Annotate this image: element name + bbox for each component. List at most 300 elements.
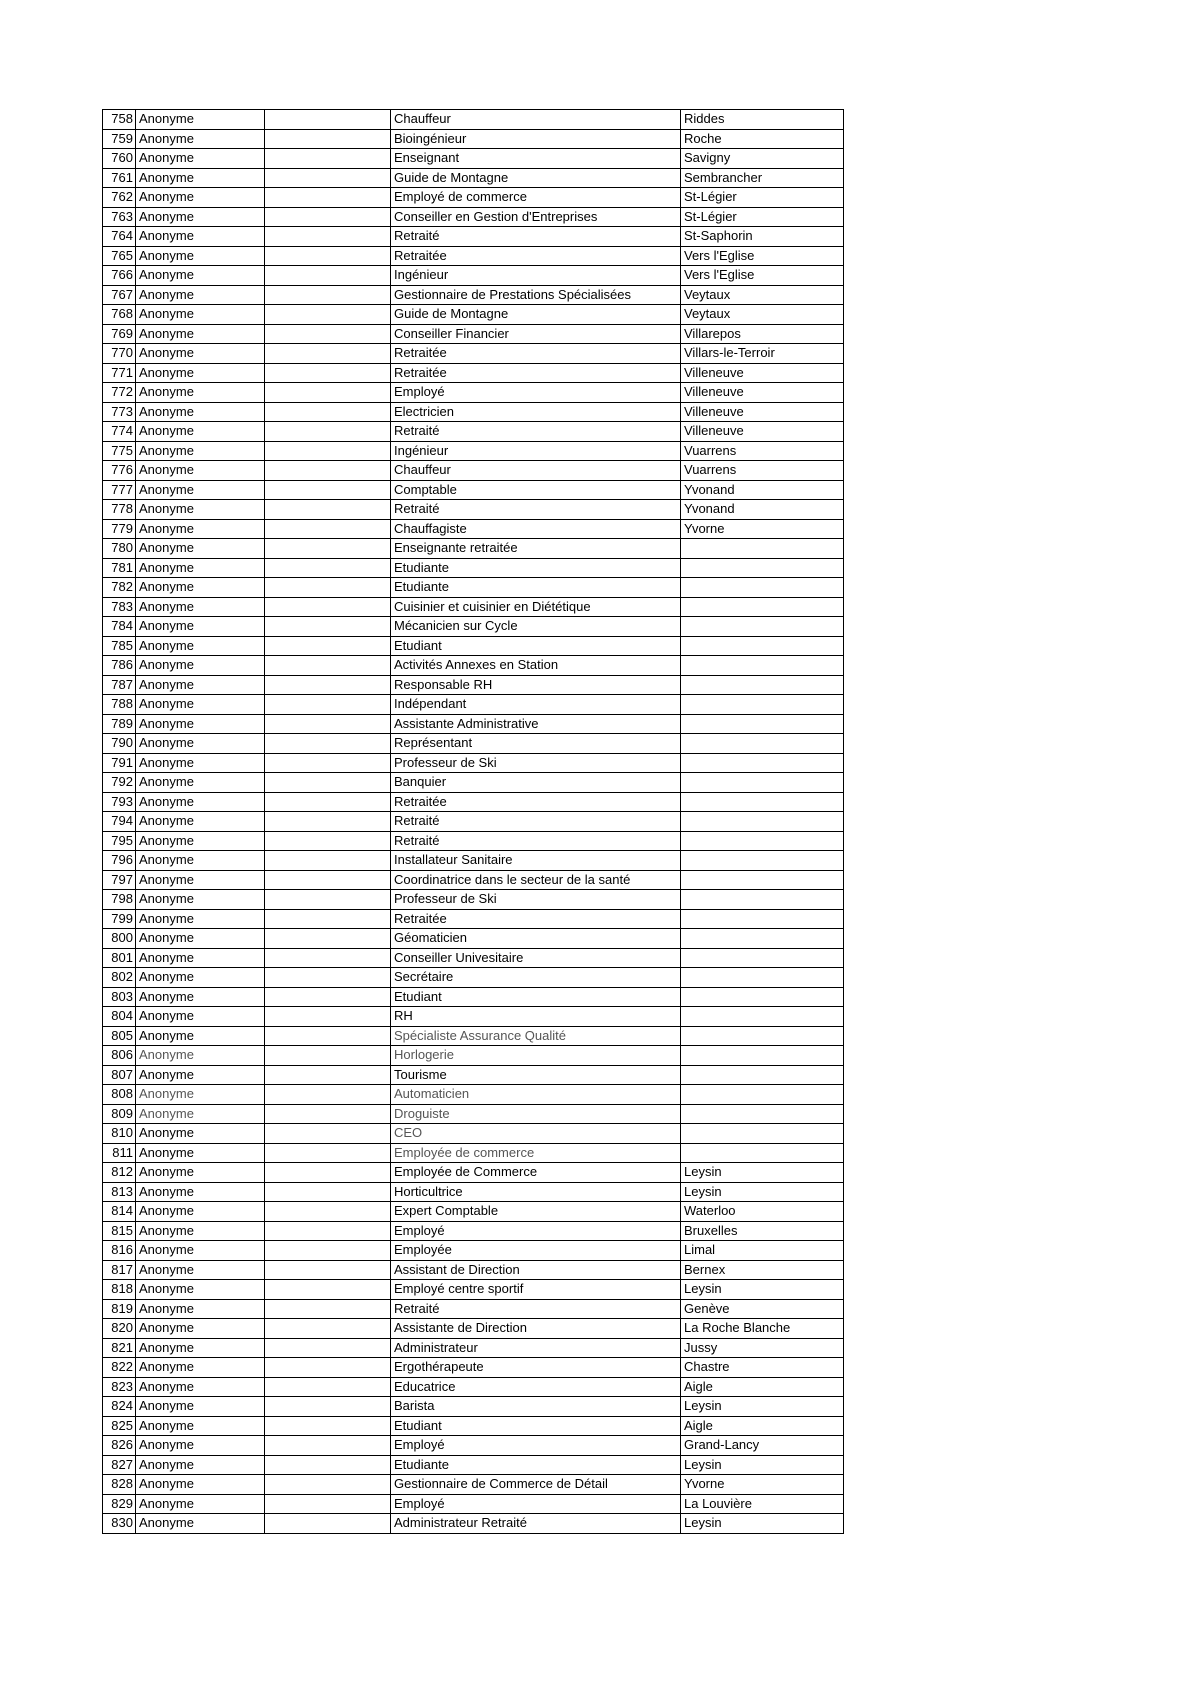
row-number-cell: 782: [103, 578, 136, 598]
row-number-cell: 821: [103, 1338, 136, 1358]
empty-cell: [265, 675, 391, 695]
name-cell: Anonyme: [136, 792, 265, 812]
name-cell: Anonyme: [136, 305, 265, 325]
table-row: [103, 714, 844, 734]
table-row: [103, 129, 844, 149]
row-number-cell: 796: [103, 851, 136, 871]
name-cell: Anonyme: [136, 246, 265, 266]
empty-cell: [265, 422, 391, 442]
occupation-cell: Retraitée: [391, 363, 681, 383]
table-row: [103, 441, 844, 461]
row-number-cell: 763: [103, 207, 136, 227]
empty-cell: [265, 753, 391, 773]
city-cell: Roche: [681, 129, 844, 149]
city-cell: Genève: [681, 1299, 844, 1319]
empty-cell: [265, 968, 391, 988]
name-cell: Anonyme: [136, 422, 265, 442]
occupation-cell: Etudiante: [391, 1455, 681, 1475]
occupation-cell: Employé: [391, 1494, 681, 1514]
name-cell: Anonyme: [136, 285, 265, 305]
empty-cell: [265, 402, 391, 422]
name-cell: Anonyme: [136, 1319, 265, 1339]
city-cell: [681, 1143, 844, 1163]
row-number-cell: 765: [103, 246, 136, 266]
city-cell: Jussy: [681, 1338, 844, 1358]
row-number-cell: 778: [103, 500, 136, 520]
city-cell: [681, 870, 844, 890]
name-cell: Anonyme: [136, 1026, 265, 1046]
row-number-cell: 809: [103, 1104, 136, 1124]
city-cell: [681, 636, 844, 656]
row-number-cell: 767: [103, 285, 136, 305]
row-number-cell: 770: [103, 344, 136, 364]
table-row: [103, 870, 844, 890]
occupation-cell: Retraitée: [391, 246, 681, 266]
empty-cell: [265, 1143, 391, 1163]
empty-cell: [265, 168, 391, 188]
city-cell: Veytaux: [681, 285, 844, 305]
table-row: [103, 1085, 844, 1105]
table-row: [103, 285, 844, 305]
occupation-cell: Etudiante: [391, 578, 681, 598]
name-cell: Anonyme: [136, 129, 265, 149]
occupation-cell: Conseiller Univesitaire: [391, 948, 681, 968]
table-row: [103, 929, 844, 949]
empty-cell: [265, 870, 391, 890]
city-cell: [681, 558, 844, 578]
name-cell: Anonyme: [136, 324, 265, 344]
city-cell: [681, 656, 844, 676]
city-cell: [681, 812, 844, 832]
row-number-cell: 799: [103, 909, 136, 929]
name-cell: Anonyme: [136, 675, 265, 695]
occupation-cell: Tourisme: [391, 1065, 681, 1085]
name-cell: Anonyme: [136, 617, 265, 637]
row-number-cell: 772: [103, 383, 136, 403]
occupation-cell: Ingénieur: [391, 266, 681, 286]
name-cell: Anonyme: [136, 1065, 265, 1085]
name-cell: Anonyme: [136, 1085, 265, 1105]
city-cell: Yvonand: [681, 480, 844, 500]
name-cell: Anonyme: [136, 539, 265, 559]
row-number-cell: 774: [103, 422, 136, 442]
city-cell: St-Légier: [681, 207, 844, 227]
occupation-cell: Barista: [391, 1397, 681, 1417]
city-cell: [681, 578, 844, 598]
name-cell: Anonyme: [136, 441, 265, 461]
row-number-cell: 786: [103, 656, 136, 676]
city-cell: [681, 929, 844, 949]
occupation-cell: Assistante Administrative: [391, 714, 681, 734]
empty-cell: [265, 1260, 391, 1280]
empty-cell: [265, 461, 391, 481]
empty-cell: [265, 1202, 391, 1222]
table-row: [103, 1202, 844, 1222]
row-number-cell: 829: [103, 1494, 136, 1514]
row-number-cell: 830: [103, 1514, 136, 1534]
empty-cell: [265, 539, 391, 559]
name-cell: Anonyme: [136, 831, 265, 851]
table-row: [103, 422, 844, 442]
empty-cell: [265, 1475, 391, 1495]
city-cell: [681, 773, 844, 793]
name-cell: Anonyme: [136, 461, 265, 481]
empty-cell: [265, 1182, 391, 1202]
occupation-cell: Installateur Sanitaire: [391, 851, 681, 871]
table-row: [103, 539, 844, 559]
name-cell: Anonyme: [136, 402, 265, 422]
empty-cell: [265, 597, 391, 617]
city-cell: Veytaux: [681, 305, 844, 325]
occupation-cell: Mécanicien sur Cycle: [391, 617, 681, 637]
occupation-cell: Secrétaire: [391, 968, 681, 988]
empty-cell: [265, 1085, 391, 1105]
occupation-cell: Retraité: [391, 227, 681, 247]
occupation-cell: Activités Annexes en Station: [391, 656, 681, 676]
empty-cell: [265, 1241, 391, 1261]
table-row: [103, 578, 844, 598]
name-cell: Anonyme: [136, 149, 265, 169]
occupation-cell: Spécialiste Assurance Qualité: [391, 1026, 681, 1046]
city-cell: Grand-Lancy: [681, 1436, 844, 1456]
city-cell: Villeneuve: [681, 422, 844, 442]
empty-cell: [265, 1494, 391, 1514]
city-cell: [681, 851, 844, 871]
table-row: [103, 968, 844, 988]
table-row: [103, 207, 844, 227]
row-number-cell: 823: [103, 1377, 136, 1397]
row-number-cell: 817: [103, 1260, 136, 1280]
occupation-cell: Automaticien: [391, 1085, 681, 1105]
city-cell: Villeneuve: [681, 402, 844, 422]
occupation-cell: Guide de Montagne: [391, 305, 681, 325]
row-number-cell: 789: [103, 714, 136, 734]
city-cell: [681, 714, 844, 734]
city-cell: St-Saphorin: [681, 227, 844, 247]
table-row: [103, 1416, 844, 1436]
name-cell: Anonyme: [136, 1124, 265, 1144]
row-number-cell: 787: [103, 675, 136, 695]
empty-cell: [265, 305, 391, 325]
name-cell: Anonyme: [136, 1494, 265, 1514]
empty-cell: [265, 1026, 391, 1046]
city-cell: [681, 1026, 844, 1046]
city-cell: [681, 968, 844, 988]
row-number-cell: 805: [103, 1026, 136, 1046]
empty-cell: [265, 558, 391, 578]
city-cell: [681, 1124, 844, 1144]
city-cell: Aigle: [681, 1416, 844, 1436]
name-cell: Anonyme: [136, 168, 265, 188]
empty-cell: [265, 110, 391, 130]
occupation-cell: Conseiller Financier: [391, 324, 681, 344]
empty-cell: [265, 1377, 391, 1397]
occupation-cell: Etudiante: [391, 558, 681, 578]
name-cell: Anonyme: [136, 656, 265, 676]
occupation-cell: Employé: [391, 383, 681, 403]
table-row: [103, 831, 844, 851]
occupation-cell: Employé de commerce: [391, 188, 681, 208]
empty-cell: [265, 1416, 391, 1436]
occupation-cell: Retraitée: [391, 792, 681, 812]
table-row: [103, 909, 844, 929]
city-cell: Yvorne: [681, 519, 844, 539]
occupation-cell: Chauffeur: [391, 110, 681, 130]
occupation-cell: Horticultrice: [391, 1182, 681, 1202]
empty-cell: [265, 656, 391, 676]
occupation-cell: Employée de Commerce: [391, 1163, 681, 1183]
empty-cell: [265, 617, 391, 637]
row-number-cell: 794: [103, 812, 136, 832]
empty-cell: [265, 695, 391, 715]
name-cell: Anonyme: [136, 734, 265, 754]
table-row: [103, 1299, 844, 1319]
name-cell: Anonyme: [136, 695, 265, 715]
empty-cell: [265, 227, 391, 247]
row-number-cell: 760: [103, 149, 136, 169]
row-number-cell: 769: [103, 324, 136, 344]
row-number-cell: 795: [103, 831, 136, 851]
occupation-cell: Chauffeur: [391, 461, 681, 481]
empty-cell: [265, 207, 391, 227]
table-row: [103, 1221, 844, 1241]
row-number-cell: 785: [103, 636, 136, 656]
empty-cell: [265, 1124, 391, 1144]
name-cell: Anonyme: [136, 578, 265, 598]
row-number-cell: 802: [103, 968, 136, 988]
name-cell: Anonyme: [136, 987, 265, 1007]
city-cell: Savigny: [681, 149, 844, 169]
city-cell: Bruxelles: [681, 1221, 844, 1241]
occupation-cell: Assistante de Direction: [391, 1319, 681, 1339]
occupation-cell: Professeur de Ski: [391, 890, 681, 910]
name-cell: Anonyme: [136, 1299, 265, 1319]
city-cell: Villeneuve: [681, 383, 844, 403]
table-row: [103, 1007, 844, 1027]
name-cell: Anonyme: [136, 1397, 265, 1417]
occupation-cell: Bioingénieur: [391, 129, 681, 149]
table-row: [103, 1475, 844, 1495]
empty-cell: [265, 149, 391, 169]
city-cell: [681, 1007, 844, 1027]
occupation-cell: Administrateur: [391, 1338, 681, 1358]
city-cell: [681, 792, 844, 812]
table-row: [103, 1241, 844, 1261]
table-row: [103, 324, 844, 344]
name-cell: Anonyme: [136, 870, 265, 890]
name-cell: Anonyme: [136, 1514, 265, 1534]
empty-cell: [265, 734, 391, 754]
name-cell: Anonyme: [136, 1358, 265, 1378]
name-cell: Anonyme: [136, 812, 265, 832]
name-cell: Anonyme: [136, 1377, 265, 1397]
table-row: [103, 227, 844, 247]
city-cell: Leysin: [681, 1455, 844, 1475]
empty-cell: [265, 987, 391, 1007]
empty-cell: [265, 344, 391, 364]
city-cell: [681, 753, 844, 773]
row-number-cell: 808: [103, 1085, 136, 1105]
empty-cell: [265, 890, 391, 910]
empty-cell: [265, 1104, 391, 1124]
name-cell: Anonyme: [136, 519, 265, 539]
name-cell: Anonyme: [136, 266, 265, 286]
empty-cell: [265, 851, 391, 871]
name-cell: Anonyme: [136, 500, 265, 520]
city-cell: [681, 948, 844, 968]
table-row: [103, 792, 844, 812]
empty-cell: [265, 909, 391, 929]
row-number-cell: 818: [103, 1280, 136, 1300]
city-cell: [681, 1085, 844, 1105]
table-row: [103, 1397, 844, 1417]
row-number-cell: 815: [103, 1221, 136, 1241]
table-row: [103, 402, 844, 422]
row-number-cell: 807: [103, 1065, 136, 1085]
empty-cell: [265, 324, 391, 344]
name-cell: Anonyme: [136, 383, 265, 403]
row-number-cell: 827: [103, 1455, 136, 1475]
table-row: [103, 675, 844, 695]
empty-cell: [265, 1338, 391, 1358]
city-cell: [681, 597, 844, 617]
occupation-cell: Retraité: [391, 1299, 681, 1319]
empty-cell: [265, 812, 391, 832]
row-number-cell: 779: [103, 519, 136, 539]
table-row: [103, 363, 844, 383]
empty-cell: [265, 1514, 391, 1534]
table-row: [103, 1163, 844, 1183]
empty-cell: [265, 266, 391, 286]
row-number-cell: 812: [103, 1163, 136, 1183]
row-number-cell: 790: [103, 734, 136, 754]
city-cell: [681, 987, 844, 1007]
row-number-cell: 822: [103, 1358, 136, 1378]
empty-cell: [265, 500, 391, 520]
name-cell: Anonyme: [136, 1475, 265, 1495]
table-row: [103, 461, 844, 481]
table-row: [103, 636, 844, 656]
city-cell: Aigle: [681, 1377, 844, 1397]
city-cell: [681, 890, 844, 910]
table-row: [103, 597, 844, 617]
city-cell: [681, 734, 844, 754]
name-cell: Anonyme: [136, 1241, 265, 1261]
row-number-cell: 758: [103, 110, 136, 130]
row-number-cell: 824: [103, 1397, 136, 1417]
occupation-cell: CEO: [391, 1124, 681, 1144]
occupation-cell: Enseignant: [391, 149, 681, 169]
row-number-cell: 761: [103, 168, 136, 188]
name-cell: Anonyme: [136, 1455, 265, 1475]
row-number-cell: 804: [103, 1007, 136, 1027]
occupation-cell: Coordinatrice dans le secteur de la santé: [391, 870, 681, 890]
name-cell: Anonyme: [136, 1143, 265, 1163]
table-row: [103, 266, 844, 286]
row-number-cell: 814: [103, 1202, 136, 1222]
table-row: [103, 1436, 844, 1456]
row-number-cell: 792: [103, 773, 136, 793]
occupation-cell: Employée de commerce: [391, 1143, 681, 1163]
occupation-cell: Représentant: [391, 734, 681, 754]
city-cell: Leysin: [681, 1514, 844, 1534]
row-number-cell: 784: [103, 617, 136, 637]
empty-cell: [265, 188, 391, 208]
name-cell: Anonyme: [136, 1104, 265, 1124]
row-number-cell: 816: [103, 1241, 136, 1261]
occupation-cell: Electricien: [391, 402, 681, 422]
occupation-cell: Cuisinier et cuisinier en Diététique: [391, 597, 681, 617]
table-row: [103, 480, 844, 500]
table-row: [103, 987, 844, 1007]
occupation-cell: Retraité: [391, 812, 681, 832]
city-cell: Leysin: [681, 1163, 844, 1183]
table-row: [103, 1260, 844, 1280]
table-row: [103, 383, 844, 403]
occupation-cell: Responsable RH: [391, 675, 681, 695]
row-number-cell: 771: [103, 363, 136, 383]
row-number-cell: 806: [103, 1046, 136, 1066]
table-row: [103, 1065, 844, 1085]
occupation-cell: Enseignante retraitée: [391, 539, 681, 559]
table-row: [103, 1455, 844, 1475]
name-cell: Anonyme: [136, 851, 265, 871]
empty-cell: [265, 1358, 391, 1378]
table-row: [103, 656, 844, 676]
table-row: [103, 1494, 844, 1514]
city-cell: La Roche Blanche: [681, 1319, 844, 1339]
name-cell: Anonyme: [136, 968, 265, 988]
name-cell: Anonyme: [136, 753, 265, 773]
name-cell: Anonyme: [136, 597, 265, 617]
occupation-cell: Assistant de Direction: [391, 1260, 681, 1280]
occupation-cell: Indépendant: [391, 695, 681, 715]
table-row: [103, 246, 844, 266]
city-cell: [681, 1065, 844, 1085]
row-number-cell: 764: [103, 227, 136, 247]
empty-cell: [265, 1163, 391, 1183]
city-cell: [681, 617, 844, 637]
name-cell: Anonyme: [136, 1221, 265, 1241]
occupation-cell: Administrateur Retraité: [391, 1514, 681, 1534]
name-cell: Anonyme: [136, 227, 265, 247]
city-cell: St-Légier: [681, 188, 844, 208]
empty-cell: [265, 1436, 391, 1456]
name-cell: Anonyme: [136, 929, 265, 949]
name-cell: Anonyme: [136, 207, 265, 227]
city-cell: Leysin: [681, 1397, 844, 1417]
occupation-cell: Educatrice: [391, 1377, 681, 1397]
row-number-cell: 797: [103, 870, 136, 890]
empty-cell: [265, 929, 391, 949]
occupation-cell: Ergothérapeute: [391, 1358, 681, 1378]
table-row: [103, 812, 844, 832]
empty-cell: [265, 636, 391, 656]
city-cell: Bernex: [681, 1260, 844, 1280]
row-number-cell: 819: [103, 1299, 136, 1319]
table-row: [103, 188, 844, 208]
table-body: [103, 110, 844, 1534]
city-cell: Villars-le-Terroir: [681, 344, 844, 364]
city-cell: Villarepos: [681, 324, 844, 344]
empty-cell: [265, 441, 391, 461]
empty-cell: [265, 1007, 391, 1027]
row-number-cell: 811: [103, 1143, 136, 1163]
table-row: [103, 617, 844, 637]
city-cell: Limal: [681, 1241, 844, 1261]
row-number-cell: 781: [103, 558, 136, 578]
occupation-cell: Guide de Montagne: [391, 168, 681, 188]
